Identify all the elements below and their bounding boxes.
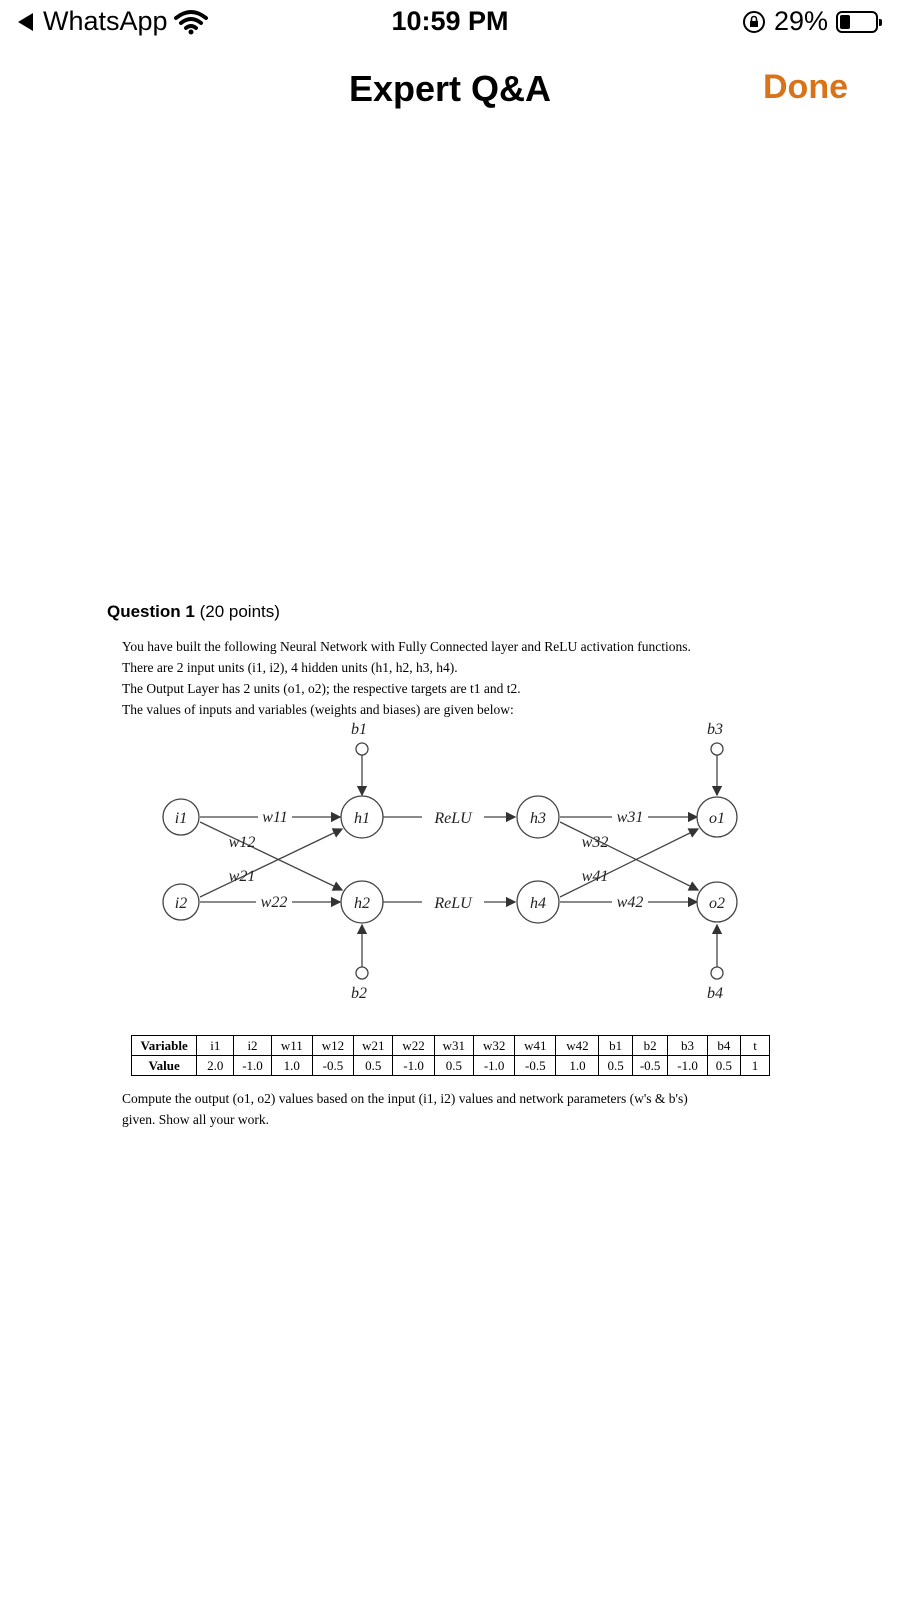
done-button[interactable]: Done xyxy=(763,68,848,106)
table-cell-variable: t xyxy=(741,1036,770,1056)
table-cell-value: -0.5 xyxy=(312,1056,353,1076)
label-b4: b4 xyxy=(707,985,723,1002)
edge-w12 xyxy=(200,822,342,890)
variable-table xyxy=(131,1035,770,1076)
question-points: (20 points) xyxy=(199,602,280,621)
label-h1: h1 xyxy=(354,810,370,827)
table-cell-variable: b2 xyxy=(632,1036,668,1056)
label-w41: w41 xyxy=(581,868,609,885)
status-right-group xyxy=(742,6,878,37)
table-cell-variable: w12 xyxy=(312,1036,353,1056)
table-cell-value: -0.5 xyxy=(515,1056,556,1076)
orientation-lock-icon xyxy=(742,10,766,34)
table-row-values xyxy=(132,1056,770,1076)
label-i2: i2 xyxy=(174,895,188,912)
table-cell-variable: w31 xyxy=(434,1036,473,1056)
question-block xyxy=(107,602,827,720)
table-cell-variable: w42 xyxy=(556,1036,599,1056)
question-line: The Output Layer has 2 units (o1, o2); the respective targets are t1 and t2. xyxy=(122,681,521,696)
variable-table-container xyxy=(131,1035,770,1085)
label-relu-2: ReLU xyxy=(434,895,472,912)
table-cell-variable: w41 xyxy=(515,1036,556,1056)
battery-icon xyxy=(836,11,878,33)
table-cell-variable: w32 xyxy=(474,1036,515,1056)
bias-node-b4 xyxy=(711,967,723,979)
table-cell-variable: w21 xyxy=(354,1036,393,1056)
table-cell-variable: w22 xyxy=(393,1036,434,1056)
label-b3: b3 xyxy=(707,721,723,738)
bias-node-b1 xyxy=(356,743,368,755)
label-b1: b1 xyxy=(351,721,367,738)
neural-network-diagram xyxy=(160,721,760,1025)
nav-bar xyxy=(0,60,900,120)
label-w21: w21 xyxy=(228,868,256,885)
table-cell-value: 2.0 xyxy=(197,1056,234,1076)
label-h4: h4 xyxy=(530,895,546,912)
label-w11: w11 xyxy=(262,809,288,826)
label-w42: w42 xyxy=(616,894,644,911)
table-cell-value: 0.5 xyxy=(434,1056,473,1076)
label-w22: w22 xyxy=(260,894,288,911)
table-cell-variable: b1 xyxy=(599,1036,632,1056)
table-cell-value: 1 xyxy=(741,1056,770,1076)
table-cell-value: 1.0 xyxy=(271,1056,312,1076)
question-text xyxy=(122,636,827,720)
bias-node-b2 xyxy=(356,967,368,979)
table-cell-value: 0.5 xyxy=(354,1056,393,1076)
question-line: You have built the following Neural Network with Fully Connected layer and ReLU activation functions. xyxy=(122,639,691,654)
table-cell-value: 0.5 xyxy=(599,1056,632,1076)
label-w32: w32 xyxy=(581,834,609,851)
table-cell-value: -1.0 xyxy=(474,1056,515,1076)
battery-tip xyxy=(879,19,882,26)
label-b2: b2 xyxy=(351,985,367,1002)
question-footer-line: Compute the output (o1, o2) values based on the input (i1, i2) values and network parameters (w's & b's) xyxy=(122,1091,688,1106)
table-cell-value: -1.0 xyxy=(668,1056,707,1076)
label-o1: o1 xyxy=(709,810,725,827)
battery-percent: 29% xyxy=(773,6,828,36)
label-o2: o2 xyxy=(709,895,725,912)
table-row-variables xyxy=(132,1036,770,1056)
label-relu-1: ReLU xyxy=(434,810,472,827)
table-row-header: Value xyxy=(132,1056,197,1076)
battery-level-fill xyxy=(840,15,850,29)
label-h3: h3 xyxy=(530,810,546,827)
table-cell-value: 1.0 xyxy=(556,1056,599,1076)
page-title: Expert Q&A xyxy=(348,68,552,109)
question-line: There are 2 input units (i1, i2), 4 hidden units (h1, h2, h3, h4). xyxy=(122,660,458,675)
table-cell-variable: i2 xyxy=(234,1036,271,1056)
table-cell-value: 0.5 xyxy=(707,1056,740,1076)
table-cell-variable: b4 xyxy=(707,1036,740,1056)
question-footer-line: given. Show all your work. xyxy=(122,1112,269,1127)
status-bar xyxy=(0,0,900,46)
clock: 10:59 PM xyxy=(391,6,509,36)
question-heading xyxy=(107,602,827,622)
label-w12: w12 xyxy=(228,834,256,851)
label-w31: w31 xyxy=(616,809,644,826)
table-cell-variable: b3 xyxy=(668,1036,707,1056)
question-number: Question 1 xyxy=(107,602,195,621)
label-h2: h2 xyxy=(354,895,370,912)
edge-w21 xyxy=(200,829,342,897)
table-cell-variable: w11 xyxy=(271,1036,312,1056)
bias-node-b3 xyxy=(711,743,723,755)
back-app-label: WhatsApp xyxy=(43,6,168,36)
table-cell-value: -1.0 xyxy=(234,1056,271,1076)
question-footer xyxy=(122,1088,802,1130)
question-line: The values of inputs and variables (weights and biases) are given below: xyxy=(122,702,514,717)
table-cell-variable: i1 xyxy=(197,1036,234,1056)
label-i1: i1 xyxy=(174,810,188,827)
table-cell-value: -0.5 xyxy=(632,1056,668,1076)
table-row-header: Variable xyxy=(132,1036,197,1056)
table-cell-value: -1.0 xyxy=(393,1056,434,1076)
